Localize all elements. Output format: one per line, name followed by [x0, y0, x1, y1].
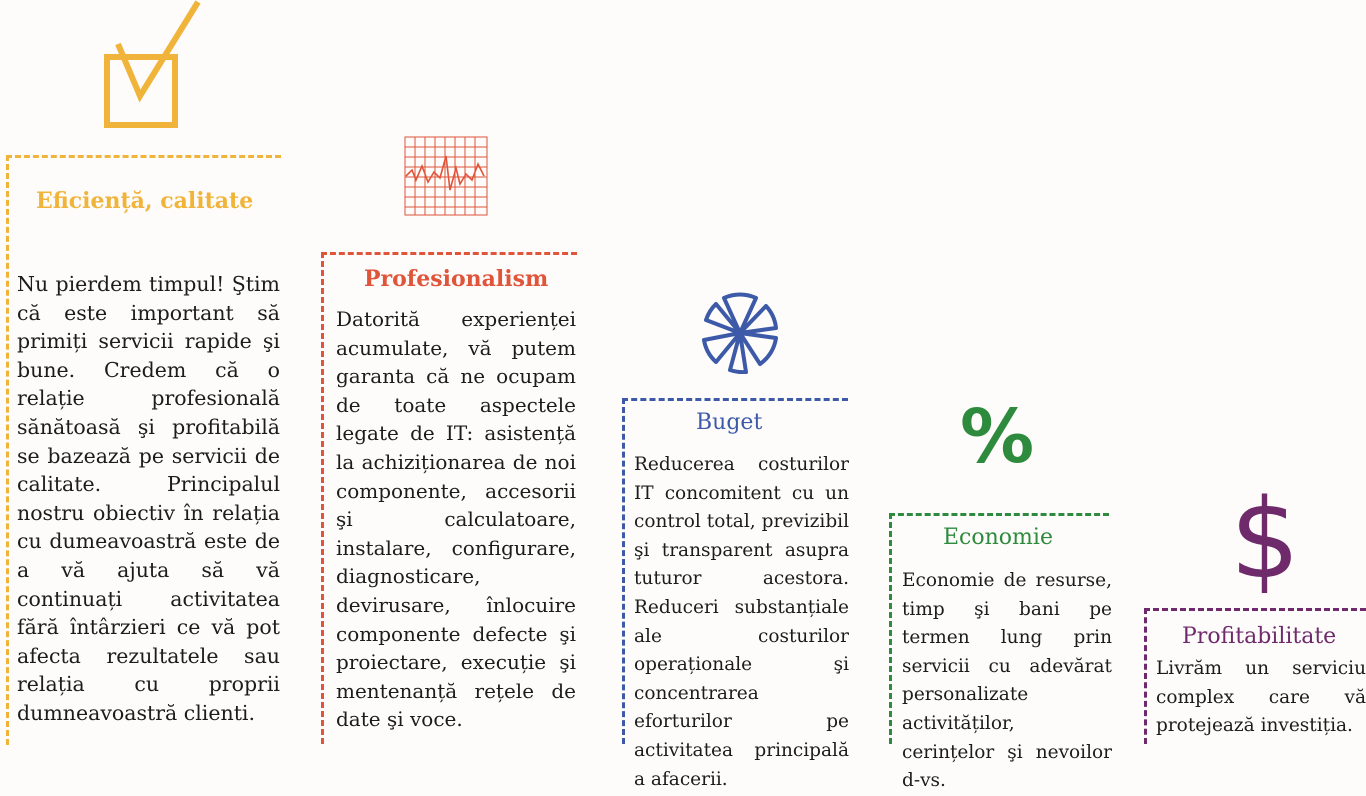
- frame-left-border: [1144, 608, 1147, 744]
- block-text: Reducerea costurilor IT concomitent cu un control total, previzibil şi transparent asupra tuturor acestora. Reduceri substanțiale ale costurilor operaționale şi concentrarea eforturilor pe activitatea principală a afacerii.: [634, 454, 849, 790]
- block-title: Economie: [943, 525, 1053, 550]
- frame-left-border: [889, 513, 892, 744]
- dollar-icon: $: [1230, 475, 1300, 603]
- block-title: Eficiență, calitate: [36, 188, 254, 214]
- block-text: Livrăm un serviciu complex care vă protejează investiția.: [1156, 658, 1366, 737]
- frame-left-border: [622, 398, 625, 744]
- frame-left-border: [6, 155, 9, 745]
- frame-top-border: [321, 252, 577, 255]
- pie-segments-icon: [700, 292, 780, 374]
- frame-top-border: [889, 513, 1109, 516]
- checkbox-check-icon: [100, 0, 210, 132]
- block-title: Profitabilitate: [1182, 624, 1337, 649]
- frame-top-border: [1144, 608, 1366, 611]
- chart-grid-icon: [404, 136, 488, 216]
- frame-top-border: [6, 155, 281, 158]
- block-text: Datorită experienței acumulate, vă putem garanta că ne ocupam de toate aspectele legate de IT: asistență la achiziționarea de noi componente, accesorii şi calculatoare, instalare, configurare, diagnosticare, devirusare, înlocuire componente defecte şi proiectare, execuție şi mentenanță rețele de date şi voce.: [336, 307, 576, 732]
- block-title: Profesionalism: [364, 266, 549, 292]
- percent-icon: %: [960, 394, 1035, 480]
- block-title: Buget: [696, 410, 763, 435]
- frame-top-border: [622, 398, 848, 401]
- block-text: Economie de resurse, timp şi bani pe termen lung prin servicii cu adevărat personalizate activităților, cerințelor şi nevoilor d-vs.: [902, 570, 1112, 792]
- frame-left-border: [321, 252, 324, 744]
- block-text: Nu pierdem timpul! Ştim că este important să primiți servicii rapide şi bune. Credem că o relație profesională sănătoasă şi profitabilă se bazează pe servicii de calitate. Principalul nostru obiectiv în relația cu dumeavoastră este de a vă ajuta să vă continuați activitatea fără întârzieri ce vă pot afecta rezultatele sau relația cu proprii dumneavoastră clienti.: [17, 272, 280, 725]
